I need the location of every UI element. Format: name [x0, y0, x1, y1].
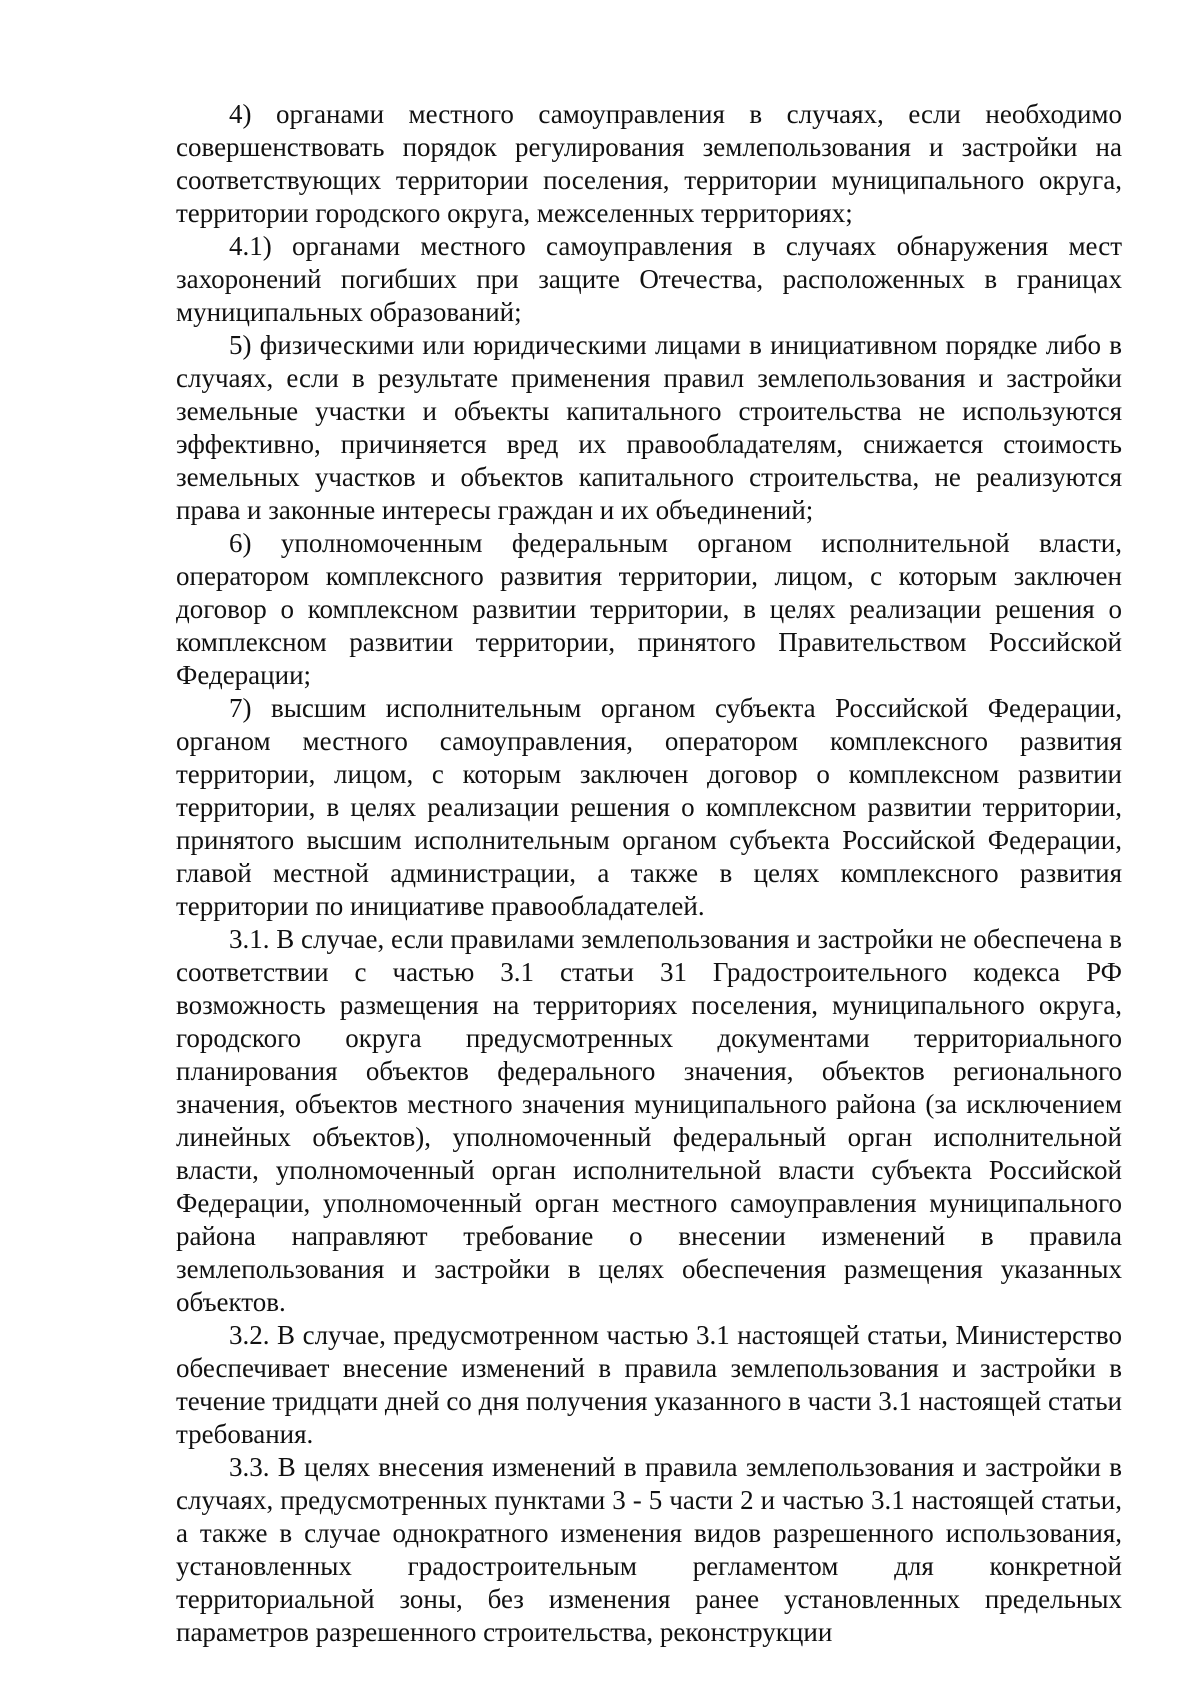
- paragraph-section-3-3: 3.3. В целях внесения изменений в правила землепользования и застройки в случаях, предусмотренных пунктами 3 - 5 части 2 и частью 3.1 настоящей статьи, а также в случае однократного изменения видов разрешенного использования, установленных градостроительным регламентом для конкретной территориальной зоны, без изменения ранее установленных предельных параметров разрешенного строительства, реконструкции: [176, 1452, 1122, 1647]
- paragraph-item-4: 4) органами местного самоуправления в случаях, если необходимо совершенствовать порядок регулирования землепользования и застройки на соответствующих территории поселения, территории муниципального округа, территории городского округа, межселенных территориях;: [176, 99, 1122, 228]
- document-page: [176, 98, 1122, 1649]
- paragraph-item-5: 5) физическими или юридическими лицами в инициативном порядке либо в случаях, если в результате применения правил землепользования и застройки земельные участки и объекты капитального строительства не используются эффективно, причиняется вред их правообладателям, снижается стоимость земельных участков и объектов капитального строительства, не реализуются права и законные интересы граждан и их объединений;: [176, 330, 1122, 525]
- paragraph-item-7: 7) высшим исполнительным органом субъекта Российской Федерации, органом местного самоуправления, оператором комплексного развития территории, лицом, с которым заключен договор о комплексном развитии территории, в целях реализации решения о комплексном развитии территории, принятого высшим исполнительным органом субъекта Российской Федерации, главой местной администрации, а также в целях комплексного развития территории по инициативе правообладателей.: [176, 693, 1122, 921]
- paragraph-item-4-1: 4.1) органами местного самоуправления в случаях обнаружения мест захоронений погибших при защите Отечества, расположенных в границах муниципальных образований;: [176, 231, 1122, 327]
- paragraph-section-3-2: 3.2. В случае, предусмотренном частью 3.1 настоящей статьи, Министерство обеспечивает внесение изменений в правила землепользования и застройки в течение тридцати дней со дня получения указанного в части 3.1 настоящей статьи требования.: [176, 1320, 1122, 1449]
- paragraph-section-3-1: 3.1. В случае, если правилами землепользования и застройки не обеспечена в соответствии с частью 3.1 статьи 31 Градостроительного кодекса РФ возможность размещения на территориях поселения, муниципального округа, городского округа предусмотренных документами территориального планирования объектов федерального значения, объектов регионального значения, объектов местного значения муниципального района (за исключением линейных объектов), уполномоченный федеральный орган исполнительной власти, уполномоченный орган исполнительной власти субъекта Российской Федерации, уполномоченный орган местного самоуправления муниципального района направляют требование о внесении изменений в правила землепользования и застройки в целях обеспечения размещения указанных объектов.: [176, 924, 1122, 1317]
- paragraph-item-6: 6) уполномоченным федеральным органом исполнительной власти, оператором комплексного развития территории, лицом, с которым заключен договор о комплексном развитии территории, в целях реализации решения о комплексном развитии территории, принятого Правительством Российской Федерации;: [176, 528, 1122, 690]
